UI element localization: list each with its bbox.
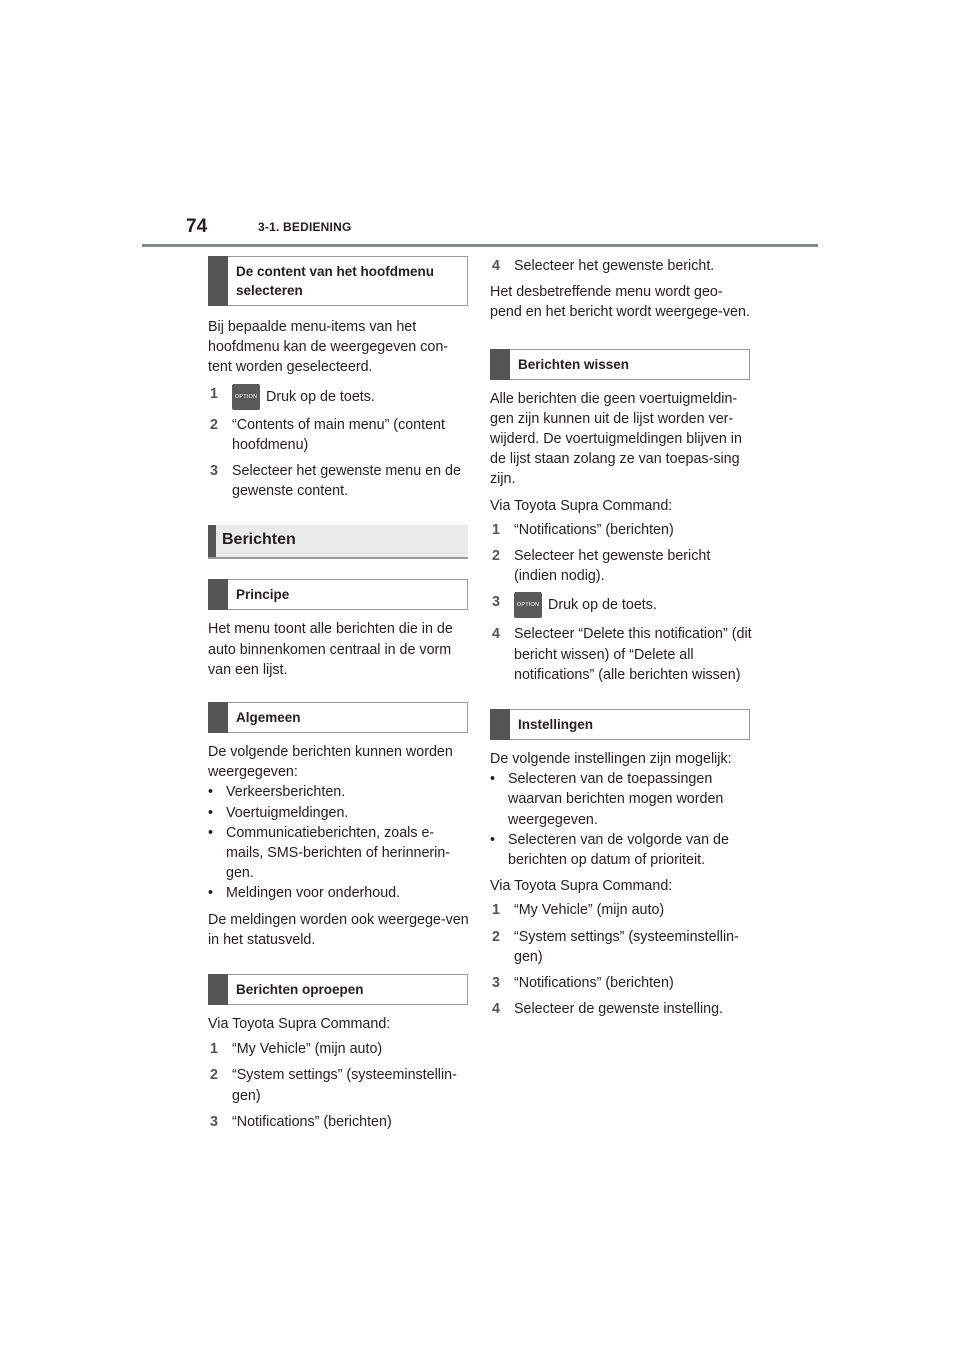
paragraph-instellingen: De volgende instellingen zijn mogelijk: bbox=[490, 751, 732, 768]
page-number: 74 bbox=[186, 216, 208, 237]
list-item: 2 “System settings” (systeeminstellin-gen) bbox=[492, 928, 739, 965]
heading-berichten: Berichten bbox=[208, 525, 468, 559]
list-item: 3 “Notifications” (berichten) bbox=[492, 975, 674, 992]
option-key-icon: OPTION bbox=[232, 384, 260, 410]
paragraph-via: Via Toyota Supra Command: bbox=[490, 497, 673, 514]
header-rule bbox=[142, 244, 818, 247]
heading-berichten-wissen: Berichten wissen bbox=[490, 349, 750, 380]
list-item: 1 “Notifications” (berichten) bbox=[492, 521, 674, 538]
list-item: 4 Selecteer het gewenste bericht. bbox=[492, 258, 715, 274]
option-key-icon: OPTION bbox=[514, 592, 542, 618]
list-item: 2 Selecteer het gewenste bericht (indien nodig). bbox=[492, 548, 711, 585]
left-column bbox=[208, 256, 470, 1132]
paragraph-algemeen: De volgende berichten kunnen worden weergegeven: bbox=[208, 744, 453, 781]
list-item: 1 “My Vehicle” (mijn auto) bbox=[210, 1041, 383, 1058]
paragraph-via: Via Toyota Supra Command: bbox=[208, 1016, 391, 1033]
list-item: 3 “Notifications” (berichten) bbox=[210, 1113, 392, 1130]
paragraph-menu: Het desbetreffende menu wordt geo-pend en het bericht wordt weergege-ven. bbox=[490, 284, 750, 321]
list-item: 1 OPTION Druk op de toets. bbox=[208, 384, 470, 410]
bullet-item: • Selecteren van de toepassingen waarvan berichten mogen worden weergegeven. bbox=[490, 771, 724, 828]
heading-algemeen: Algemeen bbox=[208, 702, 468, 733]
paragraph-principe: Het menu toont alle berichten die in de auto binnenkomen centraal in de vorm van een lijst. bbox=[208, 621, 453, 678]
list-item: 2 “Contents of main menu” (content hoofdmenu) bbox=[210, 416, 445, 453]
list-item: 3 Selecteer het gewenste menu en de gewenste content. bbox=[210, 463, 461, 500]
bullet-item: • Communicatieberichten, zoals e-mails, SMS-berichten of herinnerin-gen. bbox=[208, 824, 451, 882]
paragraph-wissen: Alle berichten die geen voertuigmeldin-gen zijn kunnen uit de lijst worden ver-wijderd. De voertuigmeldingen blijven in de lijst staan zolang ze van toepas-sing zijn. bbox=[490, 390, 742, 488]
bullet-item: • Selecteren van de volgorde van de berichten op datum of prioriteit. bbox=[490, 831, 729, 869]
section-title: 3-1. BEDIENING bbox=[258, 220, 352, 234]
list-item: 4 Selecteer “Delete this notification” (dit bericht wissen) of “Delete all notifications” (alle berichten wissen) bbox=[492, 626, 752, 683]
heading-instellingen: Instellingen bbox=[490, 709, 750, 740]
paragraph-statusveld: De meldingen worden ook weergege-ven in het statusveld. bbox=[208, 911, 469, 948]
paragraph-content: Bij bepaalde menu-items van het hoofdmenu kan de weergegeven con-tent worden geselecteerd. bbox=[208, 319, 449, 376]
heading-berichten-oproepen: Berichten oproepen bbox=[208, 974, 468, 1005]
heading-content-selecteren: De content van het hoofdmenu selecteren bbox=[208, 256, 468, 306]
list-item: 4 Selecteer de gewenste instelling. bbox=[492, 1001, 724, 1018]
heading-principe: Principe bbox=[208, 579, 468, 610]
list-item: 2 “System settings” (systeeminstellin-gen) bbox=[210, 1067, 457, 1104]
bullet-item: • Voertuigmeldingen. bbox=[208, 804, 349, 821]
right-column bbox=[490, 256, 752, 1019]
bullet-item: • Verkeersberichten. bbox=[208, 784, 346, 801]
bullet-item: • Meldingen voor onderhoud. bbox=[208, 885, 401, 902]
paragraph-via: Via Toyota Supra Command: bbox=[490, 878, 673, 895]
list-item: 3 OPTION Druk op de toets. bbox=[490, 592, 752, 618]
list-item: 1 “My Vehicle” (mijn auto) bbox=[492, 902, 665, 919]
